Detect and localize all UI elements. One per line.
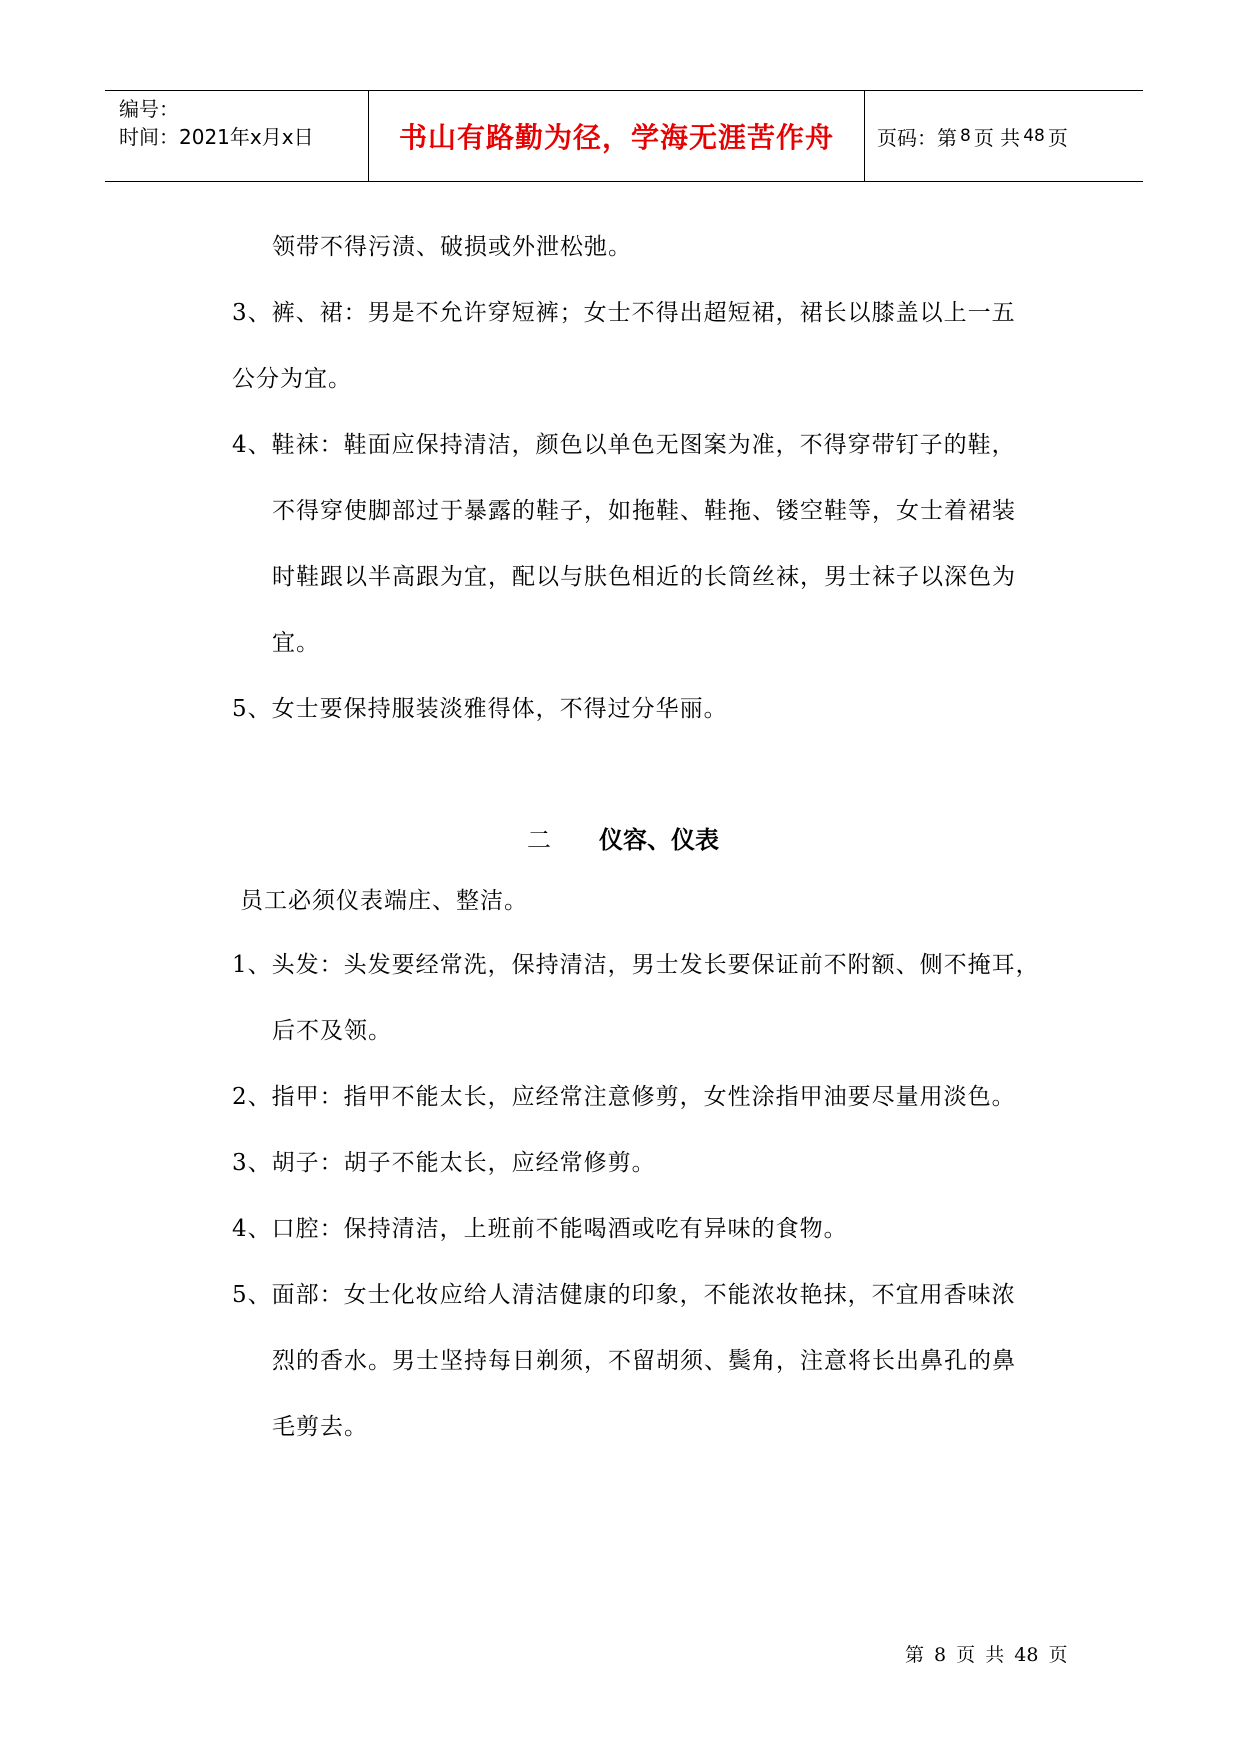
text-line: 后不及领。 — [272, 1018, 392, 1044]
page-total: 48 — [1023, 126, 1045, 146]
text-line: 5、面部：女士化妆应给人清洁健康的印象，不能浓妆艳抹，不宜用香味浓 — [232, 1282, 1016, 1308]
header-page-info — [865, 91, 1143, 181]
page-suffix: 页 — [1047, 125, 1068, 150]
text-line: 3、胡子：胡子不能太长，应经常修剪。 — [232, 1150, 656, 1176]
page-number: 8 — [960, 126, 971, 146]
text-line: 1、头发：头发要经常洗，保持清洁，男士发长要保证前不附额、侧不掩耳， — [232, 952, 1040, 978]
header-meta — [105, 91, 369, 181]
header-motto: 书山有路勤为径，学海无涯苦作舟 — [398, 121, 834, 154]
serial-label: 编号： — [119, 97, 179, 121]
page-footer: 第 8 页 共 48 页 — [905, 1644, 1068, 1666]
text-line: 毛剪去。 — [272, 1414, 368, 1440]
section-title: 仪容、仪表 — [599, 826, 719, 854]
text-line: 5、女士要保持服装淡雅得体，不得过分华丽。 — [232, 696, 728, 722]
date-label: 时间：2021年x月x日 — [119, 125, 314, 149]
header-motto-cell — [369, 91, 865, 181]
page-mid: 页 共 — [973, 125, 1021, 150]
page-prefix: 页码：第 — [877, 125, 957, 150]
text-line: 员工必须仪表端庄、整洁。 — [240, 888, 528, 914]
text-line: 2、指甲：指甲不能太长，应经常注意修剪，女性涂指甲油要尽量用淡色。 — [232, 1084, 1016, 1110]
text-line: 公分为宜。 — [232, 366, 352, 392]
text-line: 时鞋跟以半高跟为宜，配以与肤色相近的长筒丝袜，男士袜子以深色为 — [272, 564, 1016, 590]
section-heading — [527, 820, 719, 855]
text-line: 4、鞋袜：鞋面应保持清洁，颜色以单色无图案为准，不得穿带钉子的鞋， — [232, 432, 1016, 458]
text-line: 不得穿使脚部过于暴露的鞋子，如拖鞋、鞋拖、镂空鞋等，女士着裙装 — [272, 498, 1016, 524]
text-line: 烈的香水。男士坚持每日剃须，不留胡须、鬓角，注意将长出鼻孔的鼻 — [272, 1348, 1016, 1374]
text-line: 4、口腔：保持清洁，上班前不能喝酒或吃有异味的食物。 — [232, 1216, 848, 1242]
text-line: 宜。 — [272, 630, 320, 656]
section-numeral: 二 — [527, 826, 551, 854]
text-line: 领带不得污渍、破损或外泄松弛。 — [272, 234, 632, 260]
text-line: 3、裤、裙：男是不允许穿短裤；女士不得出超短裙，裙长以膝盖以上一五 — [232, 300, 1016, 326]
page-header — [105, 90, 1143, 182]
